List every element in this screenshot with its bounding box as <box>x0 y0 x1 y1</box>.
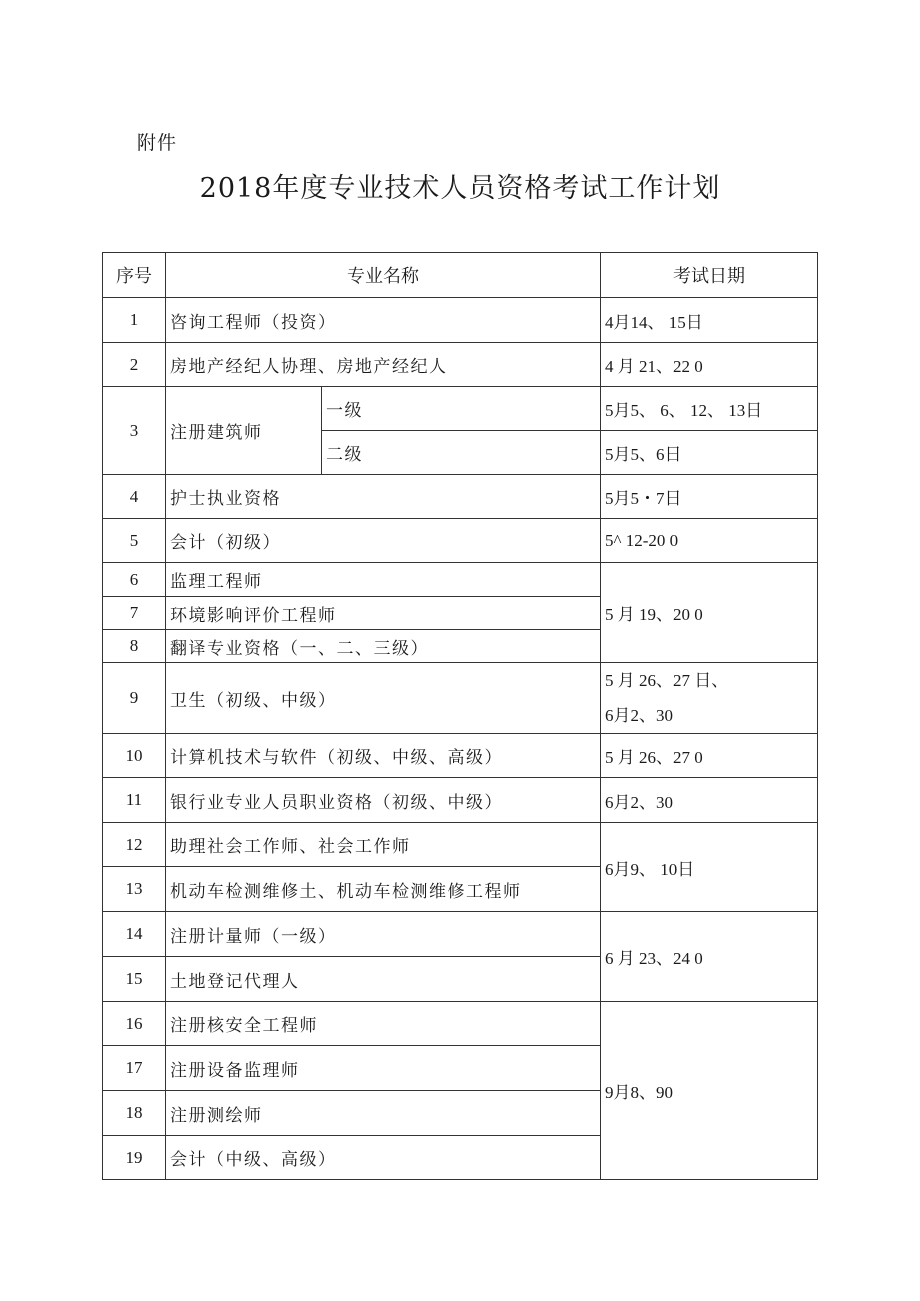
row-sublevel: 二级 <box>322 431 601 475</box>
table-row <box>103 663 818 734</box>
row-index: 11 <box>103 778 166 823</box>
row-name: 注册建筑师 <box>166 387 322 475</box>
row-date: 6月2、30 <box>601 778 818 823</box>
row-date: 5 月 26、27 日、 6月2、30 <box>601 663 818 734</box>
row-date: 5月5・7日 <box>601 475 818 519</box>
row-name: 监理工程师 <box>166 563 601 597</box>
row-index: 17 <box>103 1046 166 1091</box>
row-name: 护士执业资格 <box>166 475 601 519</box>
table-row <box>103 563 818 597</box>
table-row <box>103 734 818 778</box>
row-name: 咨询工程师（投资） <box>166 298 601 343</box>
row-name: 注册核安全工程师 <box>166 1002 601 1046</box>
row-index: 12 <box>103 823 166 867</box>
row-index: 18 <box>103 1091 166 1136</box>
row-index: 1 <box>103 298 166 343</box>
group-date: 6 月 23、24 0 <box>601 912 818 1002</box>
row-name: 会计（初级） <box>166 519 601 563</box>
table-row <box>103 778 818 823</box>
row-index: 14 <box>103 912 166 957</box>
row-name: 银行业专业人员职业资格（初级、中级） <box>166 778 601 823</box>
row-index: 19 <box>103 1136 166 1180</box>
row-date: 5^ 12-20 0 <box>601 519 818 563</box>
row-name: 房地产经纪人协理、房地产经纪人 <box>166 343 601 387</box>
row-index: 5 <box>103 519 166 563</box>
row-date: 4 月 21、22 0 <box>601 343 818 387</box>
table-row <box>103 823 818 867</box>
table-row <box>103 343 818 387</box>
row-index: 13 <box>103 867 166 912</box>
table-row <box>103 912 818 957</box>
row-date: 5月5、 6、 12、 13日 <box>601 387 818 431</box>
row-date: 5月5、6日 <box>601 431 818 475</box>
row-index: 15 <box>103 957 166 1002</box>
table-row <box>103 387 818 431</box>
row-date: 4月14、 15日 <box>601 298 818 343</box>
group-date: 9月8、90 <box>601 1002 818 1180</box>
table-header-row <box>103 253 818 298</box>
row-name: 机动车检测维修土、机动车检测维修工程师 <box>166 867 601 912</box>
row-index: 10 <box>103 734 166 778</box>
header-name: 专业名称 <box>166 253 601 298</box>
row-index: 4 <box>103 475 166 519</box>
row-name: 环境影响评价工程师 <box>166 597 601 630</box>
row-index: 6 <box>103 563 166 597</box>
header-index: 序号 <box>103 253 166 298</box>
row-index: 7 <box>103 597 166 630</box>
row-index: 8 <box>103 630 166 663</box>
exam-plan-table <box>102 252 818 1180</box>
attachment-label: 附件 <box>137 132 178 154</box>
table-row <box>103 1002 818 1046</box>
row-index: 16 <box>103 1002 166 1046</box>
row-name: 注册测绘师 <box>166 1091 601 1136</box>
row-name: 会计（中级、高级） <box>166 1136 601 1180</box>
row-index: 3 <box>103 387 166 475</box>
table-row <box>103 475 818 519</box>
header-date: 考试日期 <box>601 253 818 298</box>
row-name: 土地登记代理人 <box>166 957 601 1002</box>
row-sublevel: 一级 <box>322 387 601 431</box>
row-name: 注册计量师（一级） <box>166 912 601 957</box>
row-name: 助理社会工作师、社会工作师 <box>166 823 601 867</box>
row-index: 2 <box>103 343 166 387</box>
document-title: 2018年度专业技术人员资格考试工作计划 <box>199 173 721 204</box>
row-name: 注册设备监理师 <box>166 1046 601 1091</box>
row-name: 计算机技术与软件（初级、中级、高级） <box>166 734 601 778</box>
table-row <box>103 298 818 343</box>
row-name: 翻译专业资格（一、二、三级） <box>166 630 601 663</box>
table-row <box>103 519 818 563</box>
row-index: 9 <box>103 663 166 734</box>
row-name: 卫生（初级、中级） <box>166 663 601 734</box>
group-date: 5 月 19、20 0 <box>601 563 818 663</box>
row-date: 5 月 26、27 0 <box>601 734 818 778</box>
group-date: 6月9、 10日 <box>601 823 818 912</box>
